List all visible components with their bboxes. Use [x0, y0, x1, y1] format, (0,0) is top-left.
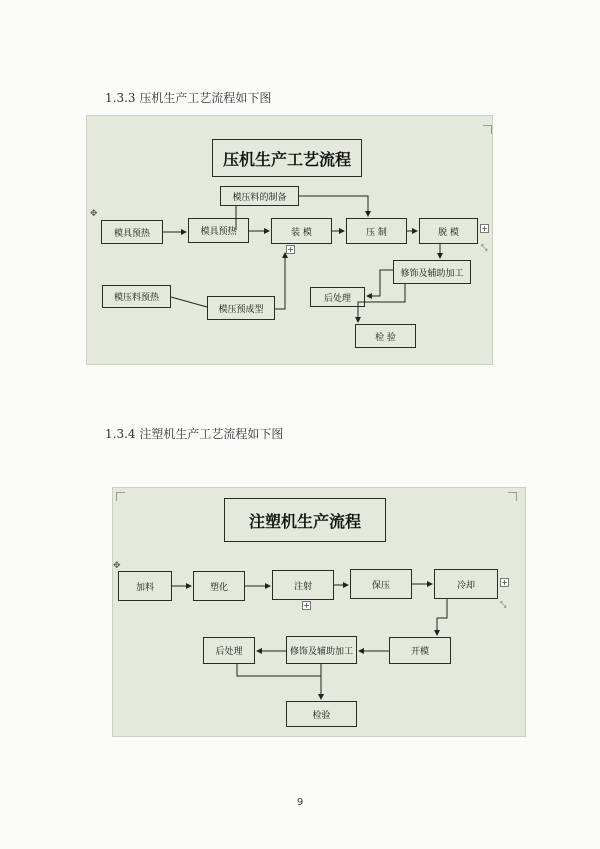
injection-flow-title: 注塑机生产流程: [224, 498, 386, 542]
page-number: 9: [296, 797, 304, 808]
press-flow-title: 压机生产工艺流程: [212, 139, 362, 177]
move-handle-icon-2[interactable]: ✥: [113, 561, 121, 571]
section-heading-1-3-4: 1.3.4 注塑机生产工艺流程如下图: [105, 427, 284, 441]
node-demold: 脱 模: [419, 218, 478, 244]
move-handle-icon[interactable]: ✥: [90, 209, 98, 219]
resize-handle-icon-2[interactable]: ⤡: [500, 600, 507, 609]
node-post-process-2: 后处理: [203, 637, 255, 664]
arrow-preform-to-load: [275, 253, 285, 309]
node-mold-preheat: 模具预热: [101, 220, 163, 244]
line-preheat-to-preform: [171, 297, 207, 307]
node-post-process: 后处理: [310, 287, 365, 307]
add-column-handle-2[interactable]: +: [501, 578, 508, 587]
arrow-prep-to-press: [299, 196, 368, 216]
node-mold-preheat-2: 模具预热: [188, 218, 249, 243]
node-press: 压 制: [346, 218, 407, 244]
resize-handle-icon[interactable]: ⤡: [481, 243, 488, 252]
node-material-preheat: 模压料预热: [102, 285, 171, 308]
add-row-handle-2[interactable]: +: [303, 601, 310, 610]
node-finishing: 修饰及辅助加工: [393, 260, 471, 284]
line-post-to-merge: [237, 664, 321, 676]
node-inspect: 检 验: [355, 324, 416, 348]
arrow-to-inspect: [358, 284, 405, 322]
node-load-mold: 装 模: [271, 218, 332, 244]
section-heading-1-3-3: 1.3.3 压机生产工艺流程如下图: [105, 91, 272, 105]
arrow-cool-to-open: [437, 599, 447, 635]
node-inject: 注射: [272, 570, 334, 600]
node-material-prep: 模压料的制备: [220, 186, 299, 206]
node-preform: 模压预成型: [207, 296, 275, 320]
node-hold-pressure: 保压: [350, 569, 412, 599]
add-column-handle[interactable]: +: [481, 224, 488, 233]
node-inspect-2: 检验: [286, 701, 357, 727]
add-row-handle[interactable]: +: [287, 245, 294, 254]
node-finishing-2: 修饰及辅助加工: [286, 636, 357, 664]
arrow-finishing-to-post: [367, 270, 393, 296]
node-open-mold: 开模: [389, 637, 451, 664]
node-plasticize: 塑化: [193, 571, 245, 601]
node-feed: 加料: [118, 571, 172, 601]
node-cool: 冷却: [434, 569, 498, 599]
